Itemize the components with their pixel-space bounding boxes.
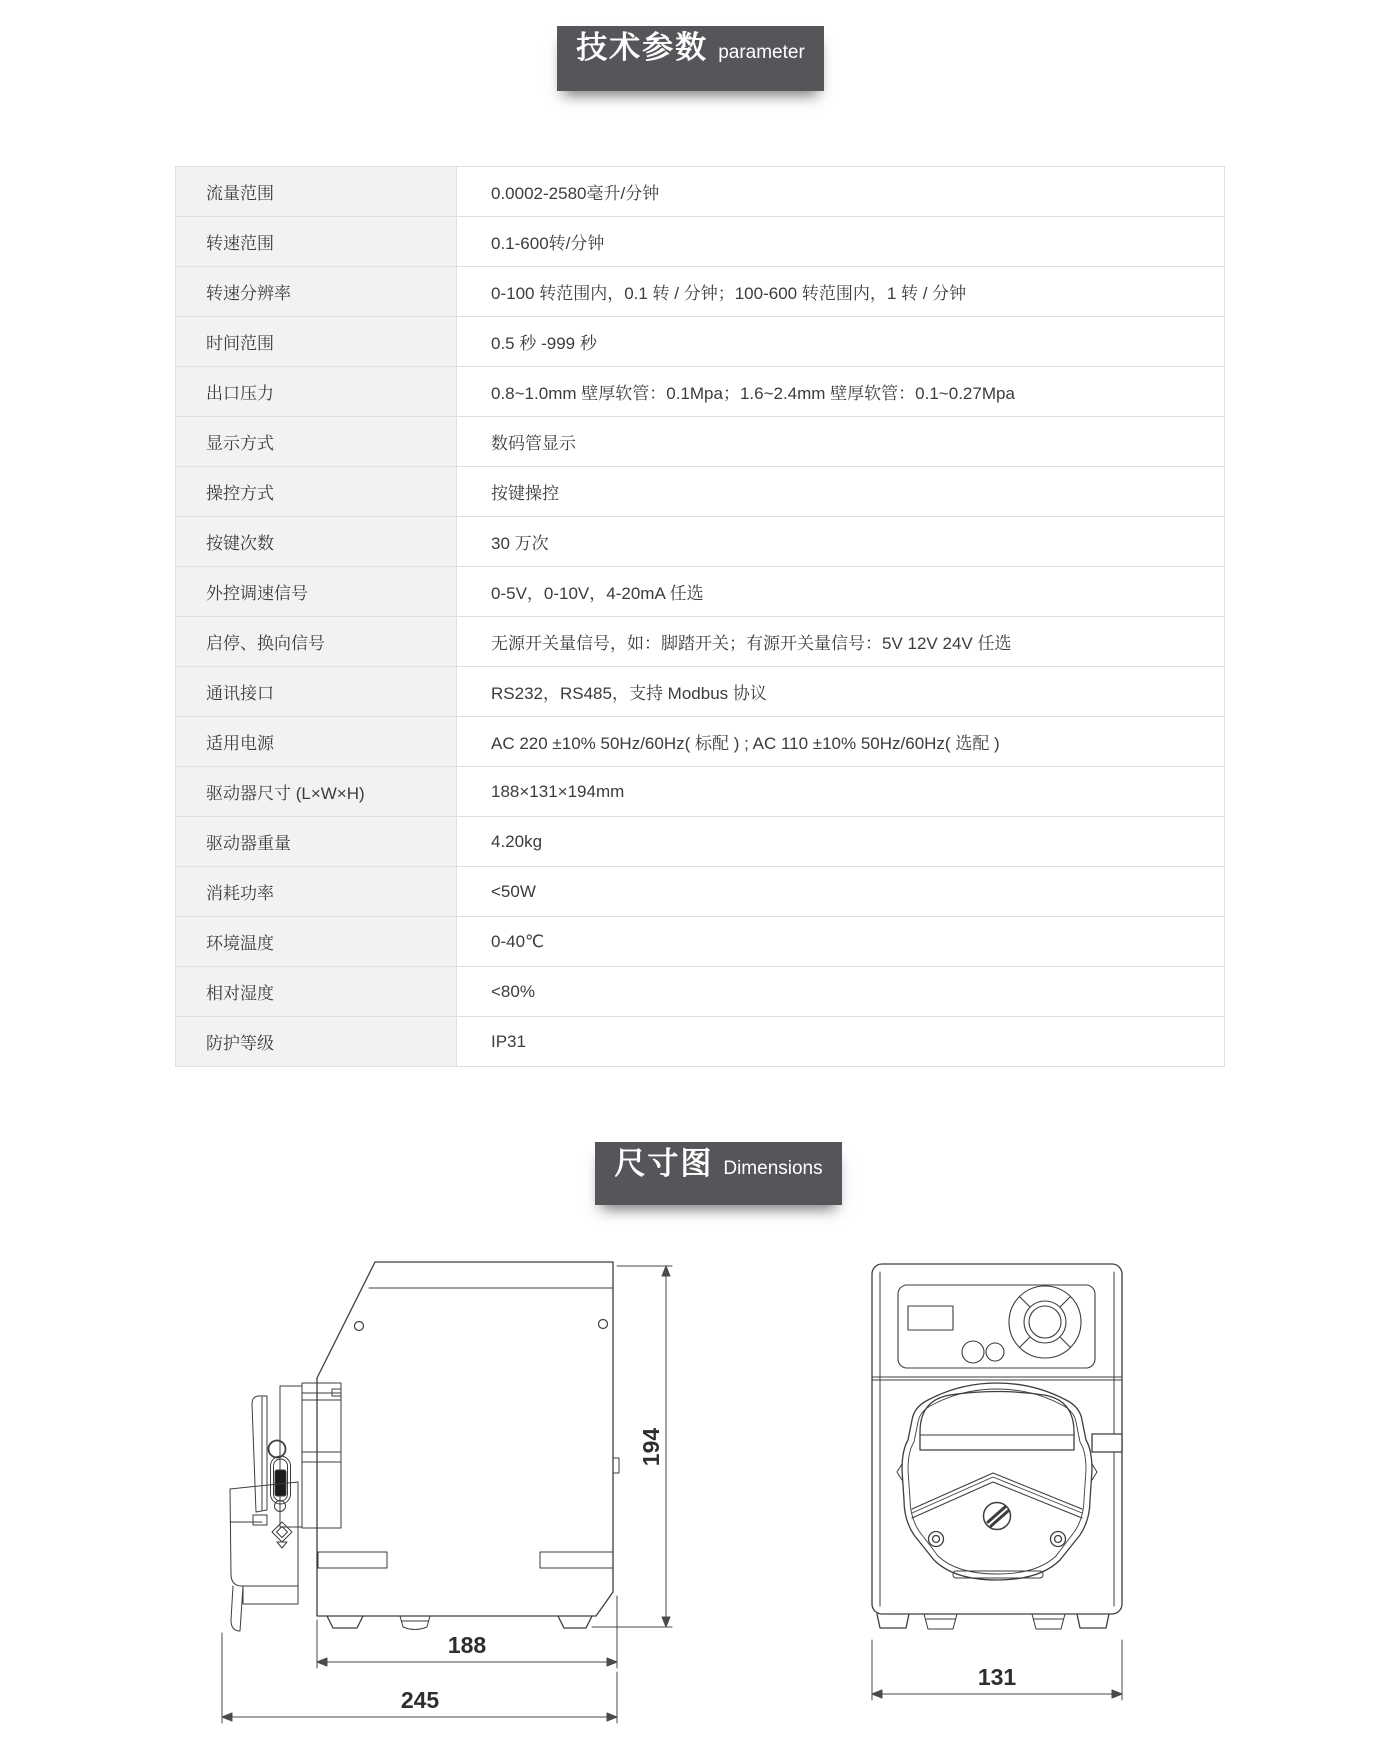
spec-row — [176, 467, 1224, 517]
spec-row — [176, 567, 1224, 617]
spec-row-value: IP31 — [491, 1031, 526, 1051]
parameters-title-en: parameter — [718, 42, 805, 63]
spec-row-value: 0.8~1.0mm 壁厚软管：0.1Mpa；1.6~2.4mm 壁厚软管：0.1~0.27Mpa — [491, 384, 1015, 403]
spec-row-value: 数码管显示 — [491, 434, 576, 453]
parameters-title-zh: 技术参数 — [576, 30, 709, 65]
spec-row-label: 出口压力 — [176, 367, 457, 416]
spec-row-value: <80% — [491, 981, 535, 1001]
spec-row-label: 流量范围 — [176, 167, 457, 216]
spec-row-label: 适用电源 — [176, 717, 457, 766]
spec-row-value: 188×131×194mm — [491, 781, 625, 801]
spec-row-value: 按键操控 — [491, 484, 559, 503]
dimensions-title-zh: 尺寸图 — [614, 1146, 714, 1181]
button-right — [986, 1343, 1004, 1361]
spec-row-value: 4.20kg — [491, 831, 543, 851]
spec-row-value: 无源开关量信号，如：脚踏开关；有源开关量信号：5V 12V 24V 任选 — [491, 634, 1012, 653]
spec-row — [176, 167, 1224, 217]
spec-row — [176, 667, 1224, 717]
spec-row-label: 按键次数 — [176, 517, 457, 566]
spec-row-value: AC 220 ±10% 50Hz/60Hz( 标配 ) ; AC 110 ±10% 50Hz/60Hz( 选配 ) — [491, 734, 1000, 753]
dim-label-245: 245 — [400, 1687, 440, 1713]
display-screen — [908, 1306, 953, 1330]
section-header-dimensions — [595, 1142, 842, 1205]
spec-row-label: 消耗功率 — [176, 867, 457, 916]
spec-row-label: 外控调速信号 — [176, 567, 457, 616]
pump-side-view-drawing — [200, 1240, 720, 1750]
spec-row-label: 时间范围 — [176, 317, 457, 366]
spec-row-value: RS232，RS485，支持 Modbus 协议 — [491, 684, 767, 703]
spec-row — [176, 717, 1224, 767]
spec-row-value: 0.5 秒 -999 秒 — [491, 334, 597, 353]
spec-row — [176, 317, 1224, 367]
section-header-parameters — [557, 26, 824, 91]
spec-row-label: 显示方式 — [176, 417, 457, 466]
spec-row — [176, 1017, 1224, 1067]
button-left — [962, 1341, 984, 1363]
side-body — [317, 1262, 619, 1630]
spec-row-label: 转速分辨率 — [176, 267, 457, 316]
dim-label-194: 194 — [638, 1427, 664, 1467]
spec-row-value: 30 万次 — [491, 534, 549, 553]
front-pump-head — [897, 1383, 1122, 1580]
spec-row-label: 启停、换向信号 — [176, 617, 457, 666]
spec-row — [176, 267, 1224, 317]
spec-row-label: 转速范围 — [176, 217, 457, 266]
spec-row-value: 0-5V，0-10V，4-20mA 任选 — [491, 584, 704, 603]
spec-row-label: 相对湿度 — [176, 967, 457, 1016]
dimensions-title-en: Dimensions — [723, 1158, 823, 1179]
side-latch-tab — [1092, 1434, 1122, 1452]
spec-table — [175, 166, 1225, 1067]
spec-row — [176, 417, 1224, 467]
spec-row-label: 通讯接口 — [176, 667, 457, 716]
spec-row-label: 操控方式 — [176, 467, 457, 516]
spec-row — [176, 917, 1224, 967]
spec-row — [176, 217, 1224, 267]
spec-row — [176, 867, 1224, 917]
spec-row-label: 环境温度 — [176, 917, 457, 966]
spec-row — [176, 517, 1224, 567]
spec-row-label: 驱动器重量 — [176, 817, 457, 866]
spec-row-value: 0.0002-2580毫升/分钟 — [491, 184, 660, 203]
spec-row — [176, 967, 1224, 1017]
spec-row — [176, 617, 1224, 667]
spec-row — [176, 767, 1224, 817]
spec-row — [176, 367, 1224, 417]
dim-label-188: 188 — [447, 1632, 487, 1658]
spec-row-value: <50W — [491, 881, 536, 901]
dim-label-131: 131 — [977, 1664, 1017, 1690]
side-pump-head — [230, 1383, 341, 1631]
spec-row-label: 防护等级 — [176, 1017, 457, 1066]
dial-pad — [1009, 1286, 1081, 1358]
spec-row-value: 0.1-600转/分钟 — [491, 234, 605, 253]
spec-row-value: 0-100 转范围内，0.1 转 / 分钟；100-600 转范围内，1 转 / 分钟 — [491, 284, 967, 303]
spec-row-label: 驱动器尺寸 (L×W×H) — [176, 767, 457, 816]
spec-row-value: 0-40℃ — [491, 931, 545, 951]
pump-front-view-drawing — [860, 1250, 1150, 1720]
spec-row — [176, 817, 1224, 867]
front-control-panel — [898, 1285, 1095, 1368]
